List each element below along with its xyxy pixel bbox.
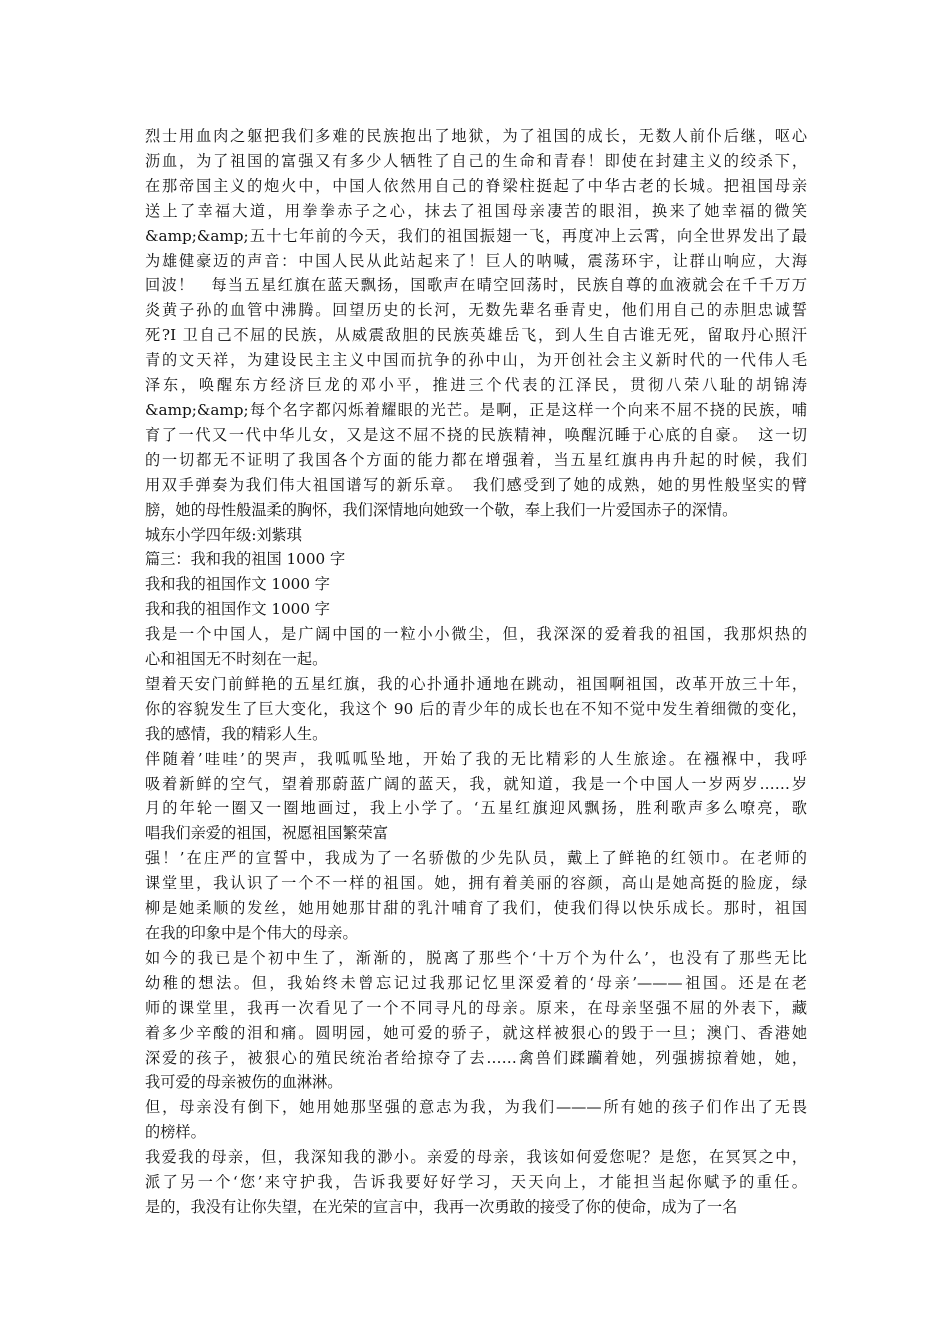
text-line: 的榜样。 (145, 1123, 206, 1142)
paragraph-p7 (145, 1145, 807, 1220)
text-line: &amp;&amp;五十七年前的今天，我们的祖国振翅一飞，再度冲上云霄，向全世界发出了最 (145, 226, 807, 245)
text-line: 青的文天祥，为建设民主主义中国而抗争的孙中山，为开创社会主义新时代的一代伟人毛 (145, 351, 807, 370)
text-line: 沥血，为了祖国的富强又有多少人牺牲了自己的生命和青春！即使在封建主义的绞杀下， (145, 151, 807, 170)
paragraph-author (145, 523, 807, 548)
text-line: 师的课堂里，我再一次看见了一个不同寻凡的母亲。原来，在母亲坚强不屈的外表下，藏 (145, 998, 807, 1017)
text-line: 是的，我没有让你失望，在光荣的宣言中，我再一次勇敢的接受了你的使命，成为了一名 (145, 1197, 738, 1216)
paragraph-section-title (145, 547, 807, 572)
text-line: 我可爱的母亲被伤的血淋淋。 (145, 1073, 343, 1092)
text-line: 派了另一个‘您’来守护我，告诉我要好好学习，天天向上，才能担当起你赋予的重任。 (145, 1173, 807, 1192)
text-line: 泽东，唤醒东方经济巨龙的邓小平，推进三个代表的江泽民，贯彻八荣八耻的胡锦涛 (145, 376, 807, 395)
text-line: 篇三：我和我的祖国 1000 字 (145, 550, 346, 569)
text-line: 望着天安门前鲜艳的五星红旗，我的心扑通扑通地在跳动，祖国啊祖国，改革开放三十年， (145, 674, 807, 693)
text-line: 城东小学四年级:刘紫琪 (145, 525, 302, 544)
text-line: 我的感情，我的精彩人生。 (145, 724, 328, 743)
text-line: 为雄健豪迈的声音：中国人民从此站起来了！巨人的呐喊，震荡环宇，让群山响应，大海 (145, 251, 807, 270)
text-line: 我爱我的母亲，但，我深知我的渺小。亲爱的母亲，我该如何爱您呢？是您，在冥冥之中， (145, 1148, 807, 1167)
text-line: 吸着新鲜的空气，望着那蔚蓝广阔的蓝天，我，就知道，我是一个中国人一岁两岁……岁 (145, 774, 807, 793)
paragraph-p5 (145, 946, 807, 1095)
paragraph-p6 (145, 1095, 807, 1145)
text-line: 月的年轮一圈又一圈地画过，我上小学了。‘五星红旗迎风飘扬，胜利歌声多么嘹亮，歌 (145, 799, 807, 818)
text-line: 用双手弹奏为我们伟大祖国谱写的新乐章。 我们感受到了她的成熟，她的男性般坚实的臂 (145, 475, 807, 494)
text-line: 强！’在庄严的宣誓中，我成为了一名骄傲的少先队员，戴上了鲜艳的红领巾。在老师的 (145, 849, 807, 868)
text-line: 我是一个中国人，是广阔中国的一粒小小微尘，但，我深深的爱着我的祖国，我那炽热的 (145, 625, 807, 644)
text-line: 死?I 卫自己不屈的民族，从威震敌胆的民族英雄岳飞，到人生自古谁无死，留取丹心照汗 (145, 326, 807, 345)
text-line: 课堂里，我认识了一个不一样的祖国。她，拥有着美丽的容颜，高山是她高挺的脸庞，绿 (145, 874, 807, 893)
text-line: 但，母亲没有倒下，她用她那坚强的意志为我，为我们———所有她的孩子们作出了无畏 (145, 1098, 807, 1117)
document-body (145, 124, 807, 1220)
paragraph-essay-title-1 (145, 572, 807, 597)
text-line: 着多少辛酸的泪和痛。圆明园，她可爱的骄子，就这样被狠心的毁于一旦；澳门、香港她 (145, 1023, 807, 1042)
text-line: 柳是她柔顺的发丝，她用她那甘甜的乳汁哺育了我们，使我们得以快乐成长。那时，祖国 (145, 899, 807, 918)
text-line: 在我的印象中是个伟大的母亲。 (145, 924, 358, 942)
text-line: &amp;&amp;每个名字都闪烁着耀眼的光芒。是啊，正是这样一个向来不屈不挠的民族，哺 (145, 400, 807, 419)
paragraph-p4 (145, 846, 807, 946)
text-line: 炎黄子孙的血管中沸腾。回望历史的长河，无数先辈名垂青史，他们用自己的赤胆忠诚誓 (145, 301, 807, 320)
text-line: 送上了幸福大道，用拳拳赤子之心，抹去了祖国母亲凄苦的眼泪，换来了她幸福的微笑 (145, 201, 807, 220)
text-line: 幼稚的想法。但，我始终未曾忘记过我那记忆里深爱着的‘母亲’———祖国。还是在老 (145, 973, 807, 992)
paragraph-p3 (145, 747, 807, 847)
paragraph-p1 (145, 622, 807, 672)
paragraph-essay1-body (145, 124, 807, 523)
text-line: 伴随着’哇哇’的哭声，我呱呱坠地，开始了我的无比精彩的人生旅途。在襁褓中，我呼 (145, 749, 807, 768)
text-line: 在那帝国主义的炮火中，中国人依然用自己的脊梁柱挺起了中华古老的长城。把祖国母亲 (145, 176, 807, 195)
text-line: 如今的我已是个初中生了，渐渐的，脱离了那些个‘十万个为什么’，也没有了那些无比 (145, 948, 807, 967)
text-line: 你的容貌发生了巨大变化，我这个 90 后的青少年的成长也在不知不觉中发生着细微的变化， (145, 699, 807, 718)
text-line: 的一切都无不证明了我国各个方面的能力都在增强着，当五星红旗冉冉升起的时候，我们 (145, 450, 807, 469)
text-line: 心和祖国无不时刻在一起。 (145, 650, 328, 669)
text-line: 膀，她的母性般温柔的胸怀，我们深情地向她致一个敬，奉上我们一片爱国赤子的深情。 (145, 500, 738, 519)
text-line: 育了一代又一代中华儿女，又是这不屈不挠的民族精神，唤醒沉睡于心底的自豪。 这一切 (145, 425, 807, 444)
paragraph-essay-title-2 (145, 597, 807, 622)
text-line: 唱我们亲爱的祖国，祝愿祖国繁荣富 (145, 824, 388, 843)
text-line: 回波！ 每当五星红旗在蓝天飘扬，国歌声在晴空回荡时，民族自尊的血液就会在千千万万 (145, 276, 807, 295)
text-line: 烈士用血肉之躯把我们多难的民族抱出了地狱，为了祖国的成长，无数人前仆后继，呕心 (145, 127, 807, 145)
text-line: 我和我的祖国作文 1000 字 (145, 575, 330, 594)
text-line: 深爱的孩子，被狠心的殖民统治者给掠夺了去……禽兽们蹂躏着她，列强掳掠着她，她， (145, 1048, 807, 1067)
text-line: 我和我的祖国作文 1000 字 (145, 600, 330, 619)
paragraph-p2 (145, 672, 807, 747)
